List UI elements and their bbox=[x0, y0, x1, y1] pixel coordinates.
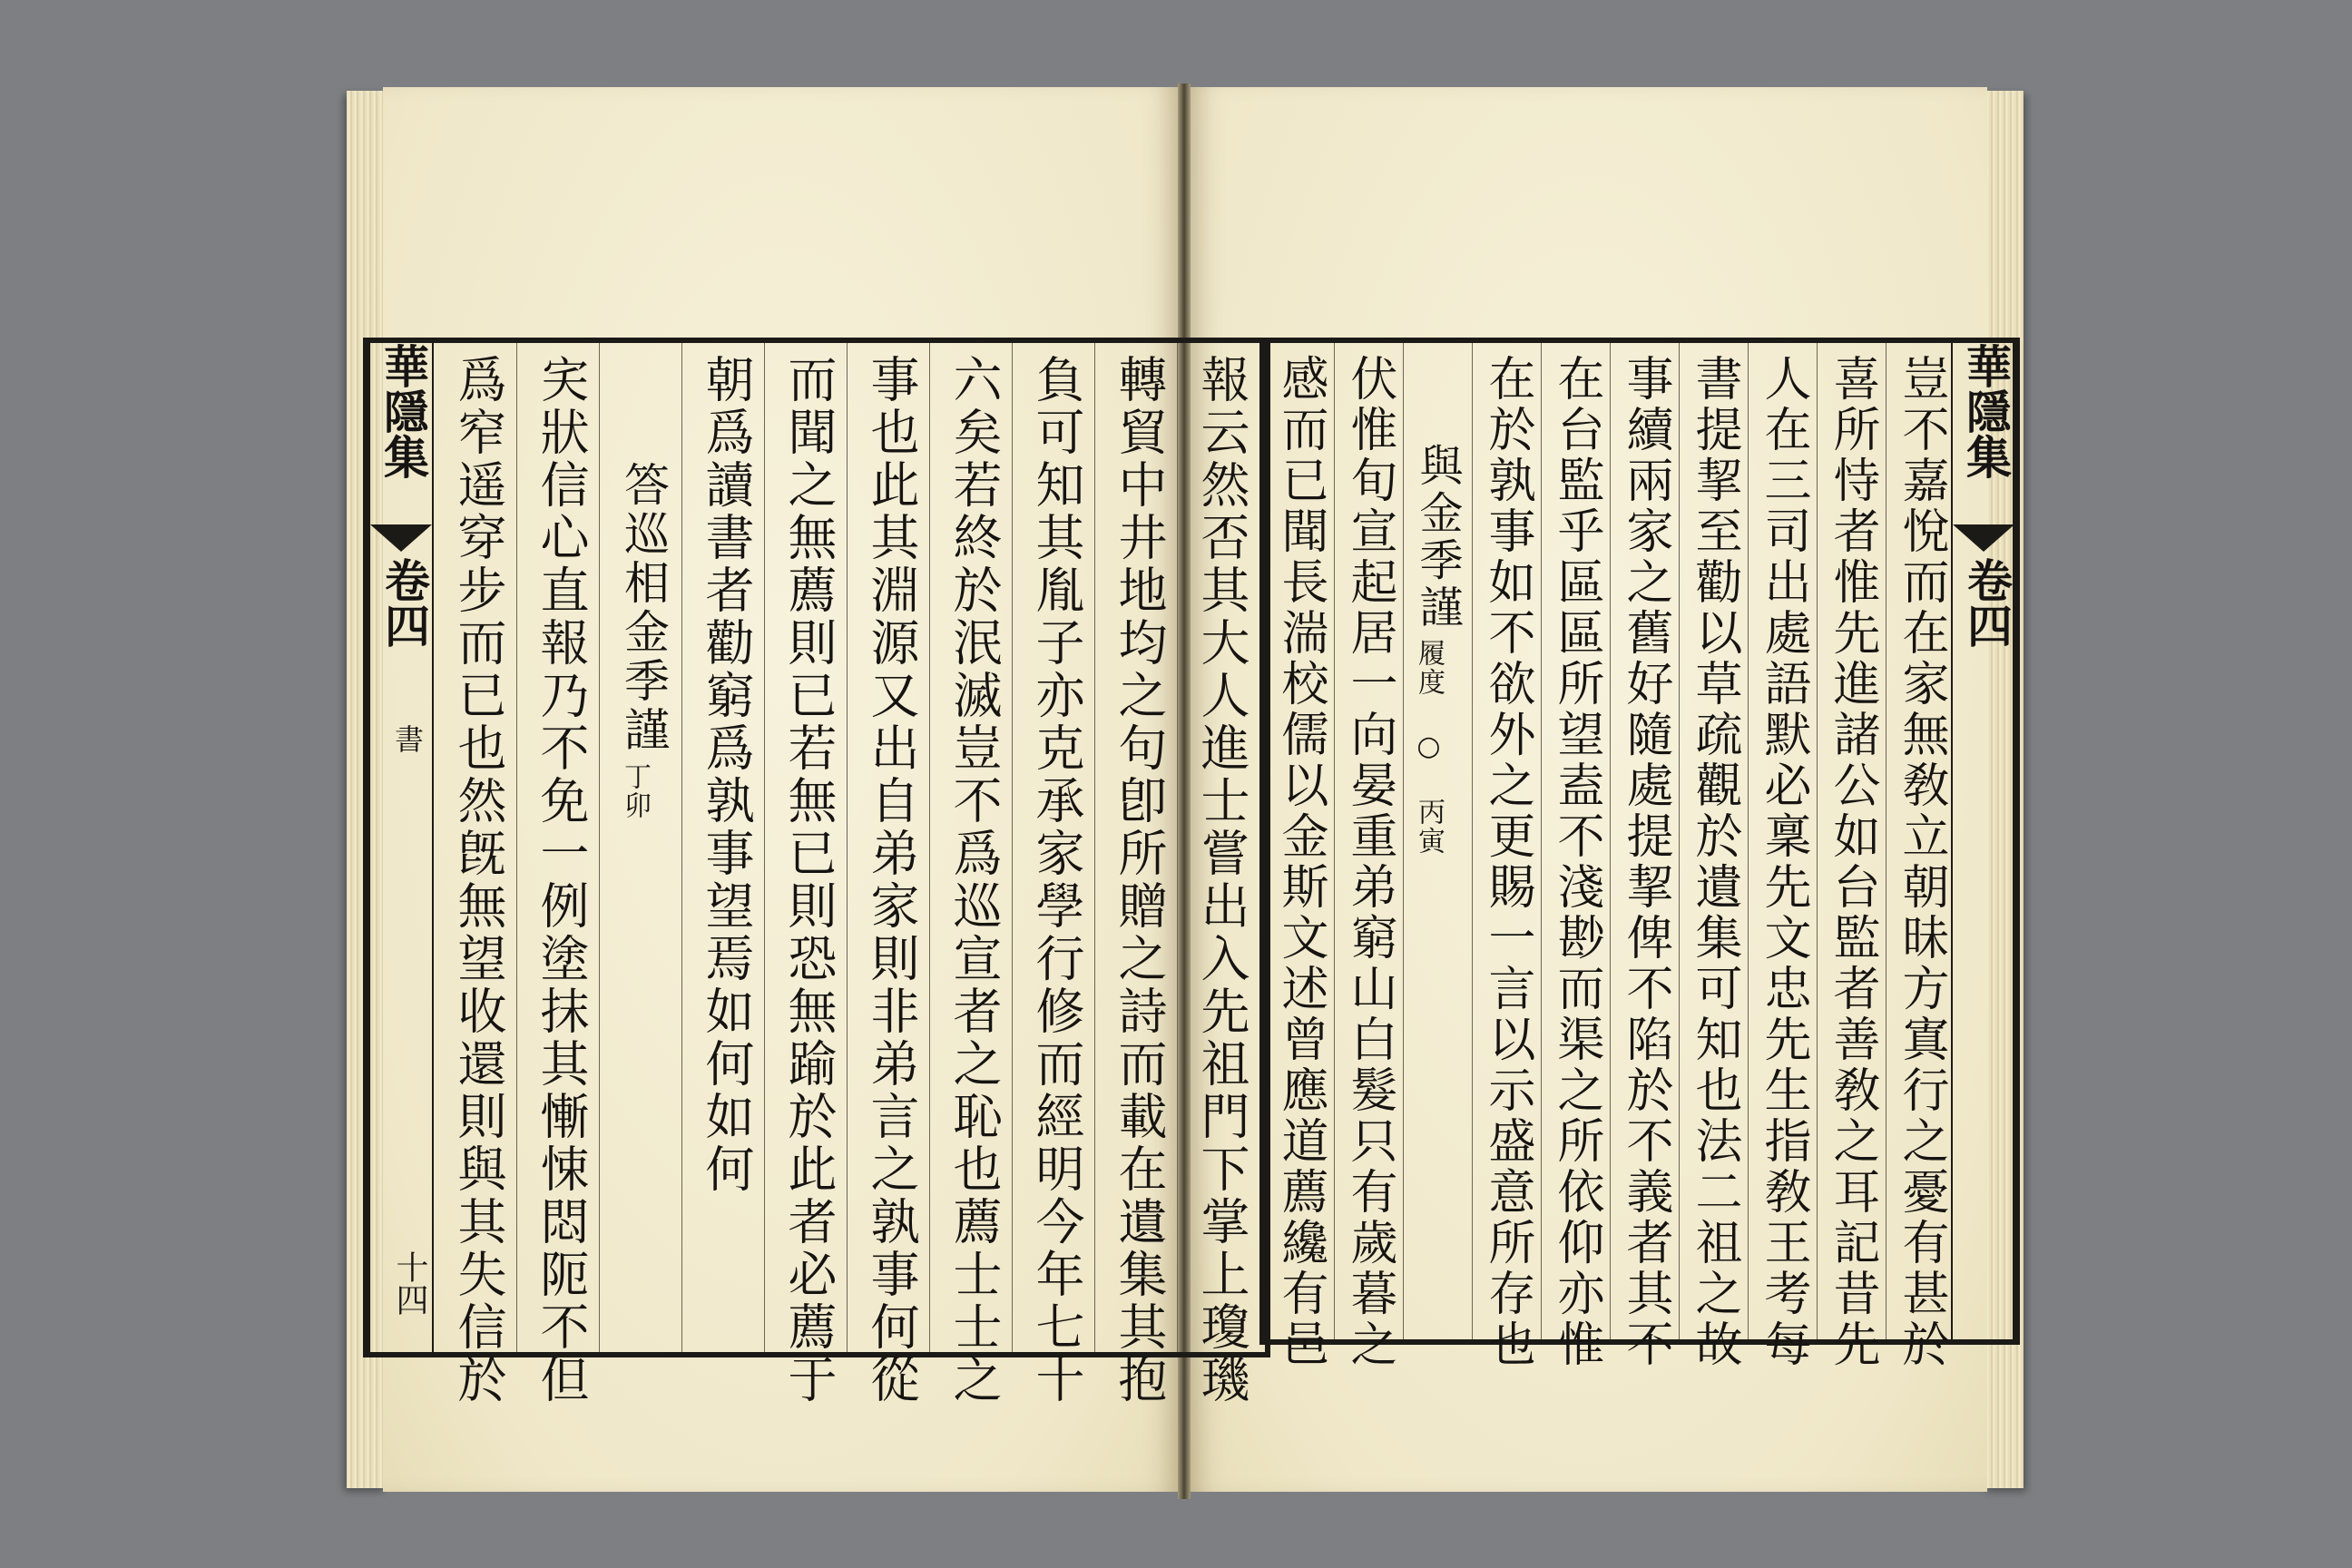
left-text-area bbox=[434, 343, 1265, 1406]
left-center-band bbox=[368, 343, 434, 1352]
left-band-collection-title: 華隱集 bbox=[377, 343, 430, 479]
right-band-collection-title: 華隱集 bbox=[1959, 343, 2013, 479]
right-heading-column bbox=[1408, 443, 1466, 856]
right-column-5: 事續兩家之舊好隨處提挈俾不陷於不義者其不 bbox=[1618, 354, 1672, 1370]
left-band-page-number: 十四 bbox=[391, 1250, 428, 1316]
left-column-1: 報云然否其大人進士嘗出入先祖門下掌上瓊璣 bbox=[1193, 354, 1250, 1406]
left-page-frame bbox=[363, 338, 1270, 1406]
left-column-6: 而聞之無薦則已若無已則恐無踰於此者必薦于 bbox=[780, 354, 838, 1406]
left-column-10: 爲窄遥穿步而已也然旣無望收還則與其失信於 bbox=[450, 354, 507, 1406]
right-band-volume: 卷四 bbox=[1960, 557, 2014, 648]
right-column-6: 在台監乎區區所望盍不淺尠而渠之所依仰亦惟 bbox=[1549, 354, 1603, 1370]
right-band-fishtail bbox=[1953, 524, 2014, 552]
left-column-2: 轉貿中井地均之句卽所贈之詩而載在遺集其抱 bbox=[1111, 354, 1168, 1406]
left-band-fishtail bbox=[370, 524, 432, 552]
left-column-9: 宎狀信心直報乃不免一例塗抹其慚悚悶阨不但 bbox=[533, 354, 590, 1406]
right-page-frame bbox=[1259, 338, 2020, 1370]
right-column-7: 在於孰事如不欲外之更賜一言以示盛意所存也 bbox=[1480, 354, 1534, 1370]
right-heading-note: 履度 ○ 丙寅 bbox=[1413, 639, 1445, 856]
right-center-band bbox=[1951, 343, 2014, 1339]
left-column-7: 朝爲讀書者勸窮爲孰事望焉如何如何 bbox=[698, 354, 755, 1196]
left-band-volume: 卷四 bbox=[377, 557, 431, 648]
left-column-5: 事也此其淵源又出自弟家則非弟言之孰事何從 bbox=[863, 354, 920, 1406]
right-column-1: 豈不嘉悅而在家無敎立朝昧方寘行之憂有甚於 bbox=[1894, 354, 1948, 1370]
right-column-9: 伏惟旬宣起居一向晏重弟窮山白髮只有歲暮之 bbox=[1342, 354, 1396, 1370]
right-heading-title: 與金季謹 bbox=[1412, 443, 1463, 632]
right-column-10: 感而已聞長湍校儒以金斯文述曾應道薦纔有邑 bbox=[1273, 354, 1328, 1370]
left-column-3: 負可知其胤子亦克承家學行修而經明今年七十 bbox=[1028, 354, 1085, 1406]
left-heading-column bbox=[614, 461, 672, 820]
left-column-4: 六矣若終於泯滅豈不爲巡宣者之恥也薦士士之 bbox=[946, 354, 1003, 1406]
left-band-section: 書 bbox=[390, 724, 425, 753]
right-column-4: 書提挈至勸以草疏觀於遺集可知也法二祖之故 bbox=[1687, 354, 1741, 1370]
left-heading-title: 答巡相金季謹 bbox=[617, 461, 670, 755]
right-text-area bbox=[1265, 343, 1951, 1370]
left-heading-note: 丁卯 bbox=[619, 762, 651, 820]
right-column-2: 喜所恃者惟先進諸公如台監者善敎之耳記昔先 bbox=[1825, 354, 1879, 1370]
right-column-3: 人在三司出處語默必稟先文忠先生指敎王考每 bbox=[1756, 354, 1810, 1370]
